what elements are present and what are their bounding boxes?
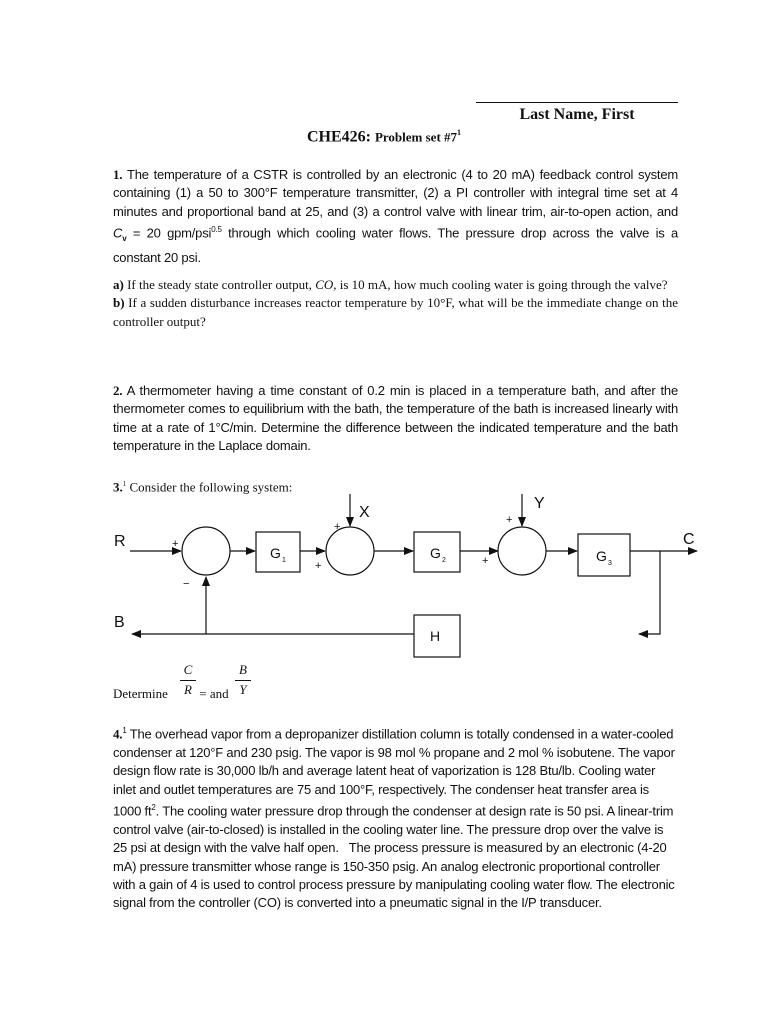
feedback-to-h [639,551,660,634]
part-b-label: b) [113,295,125,311]
problem-2-text: A thermometer having a time constant of 0.2 min is placed in a temperature bath, and after the thermometer comes to equilibrium with the bath, the temperature of the bath is increased linearly with time at a rate of 1°C/min. Determine the difference between the indicated temperature and the bath temperature in the Laplace domain. [113,383,678,454]
g2-subscript: 2 [442,557,446,564]
sign-plus-3b: + [482,555,489,567]
frac1-denominator: R [184,682,192,697]
g3-subscript: 3 [608,560,612,567]
g3-label: G [596,548,607,564]
determine-label: Determine [113,686,168,701]
problem-3-number: 3. [113,479,123,495]
g1-subscript: 1 [282,557,286,564]
g1-label: G [270,545,281,561]
problem-3-footnote: 1 [122,480,127,488]
problem-4-footnote: 1 [122,726,127,735]
signal-y: Y [534,495,545,512]
cv-exponent: 0.5 [211,225,222,235]
problem-2-number: 2. [113,383,123,398]
summing-junction-2 [326,527,374,575]
determine-and: = and [196,686,229,701]
signal-r: R [114,533,126,550]
sign-plus-2b: + [315,560,322,572]
part-a-text: If the steady state controller output, [123,277,316,292]
frac1-numerator: C [183,662,193,677]
problem-4 [113,722,678,913]
problem-set-title: Problem set #7 [374,129,458,145]
part-a-text-end: , is 10 mA, how much cooling water is going through the valve? [333,277,668,292]
problem-1-text-end: through which cooling water flows. The pressure drop across the valve is a constant 20 psi. [113,225,678,265]
frac2-denominator: Y [239,682,247,697]
sign-plus-1: + [172,538,179,550]
summing-junction-1 [182,527,230,575]
signal-c: C [683,531,695,548]
area-exponent: 2 [151,802,156,812]
signal-x: X [359,504,370,521]
problem-4-text-end: . The cooling water pressure drop through the condenser at design rate is 50 psi. A linear-trim control valve (air-to-closed) is installed in the cooling water line. The pressure drop over the valve is 25 psi at design with the valve half open. The process pressure is measured by an electronic (4-20 mA) pressure transmitter whose range is 150-350 psig. An analog electronic proportional controller with a gain of 4 is used to control process pressure by manipulating cooling water flow. The electronic signal from the controller (CO) is converted into a pneumatic signal in the I/P transducer. [113,803,679,911]
co-symbol: CO [315,277,334,292]
problem-3-text: Consider the following system: [126,479,293,495]
course-code: CHE426: [306,128,371,146]
g2-label: G [430,545,441,561]
sign-plus-3a: + [506,514,513,526]
frac2-bar [235,680,251,681]
frac1-bar [180,680,196,681]
cv-subscript: v [122,234,127,244]
title-footnote-mark: 1 [457,128,462,137]
frac2-numerator: B [239,662,247,677]
part-a-label: a) [113,277,124,292]
cv-value: = 20 gpm/psi [126,225,212,241]
part-b-text: If a sudden disturbance increases reactor temperature by 10°F, what will be the immediate change on the controller output? [113,295,678,329]
summing-junction-3 [498,527,546,575]
problem-4-text: The overhead vapor from a depropanizer distillation column is totally condensed in a water-cooled condenser at 120°F and 230 psig. The vapor is 98 mol % propane and 2 mol % isobutene. The vapor design flow rate is 30,000 lb/h and average latent heat of vaporization is 128 Btu/lb. Cooling water inlet and outlet temperatures are 75 and 100°F, respectively. The condenser heat transfer area is 1000 ft [113,726,675,819]
problem-4-number: 4. [113,726,123,742]
cv-symbol: C [113,225,123,241]
student-name-placeholder: Last Name, First [519,106,635,123]
h-label: H [430,628,441,644]
sign-plus-2a: + [334,521,341,533]
sign-minus-1: − [183,578,190,590]
signal-b: B [114,614,125,631]
problem-1-text: The temperature of a CSTR is controlled by an electronic (4 to 20 mA) feedback control system containing (1) a 50 to 300°F temperature transmitter, (2) a PI controller with integral time set at 4 minutes and proportional band at 25, and (3) a control valve with linear trim, air-to-open action, and [113,167,678,219]
problem-1-number: 1. [113,167,123,182]
